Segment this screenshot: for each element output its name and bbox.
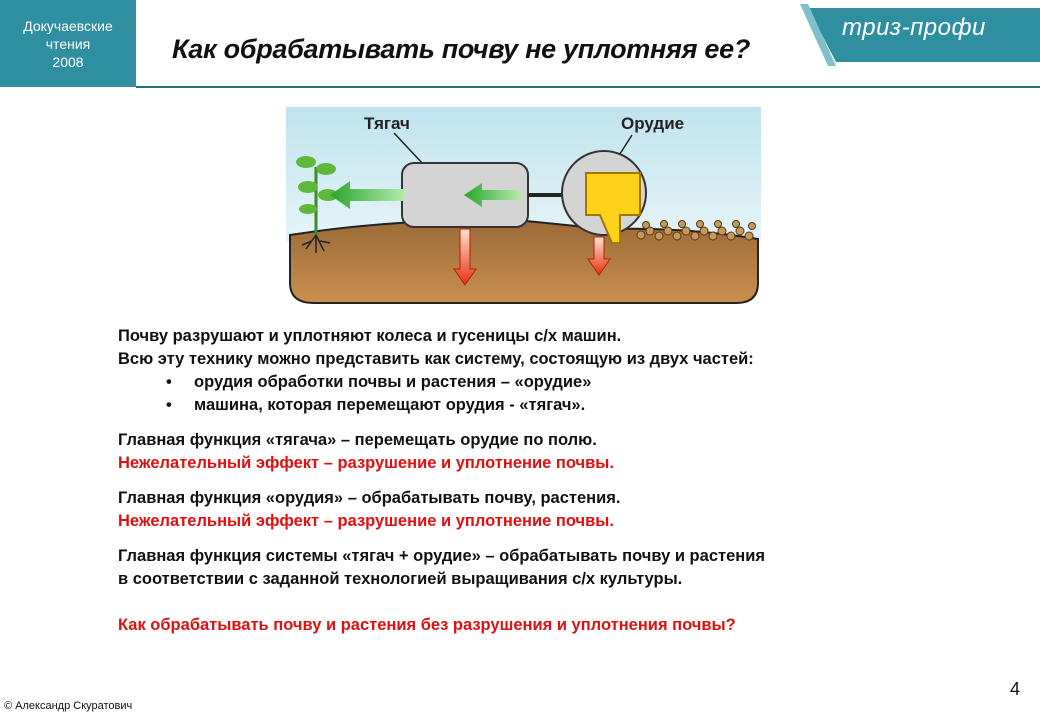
header-divider (136, 86, 1040, 88)
tractor-function: Главная функция «тягача» – перемещать орудие по полю. (118, 431, 597, 449)
conference-year: 2008 (52, 53, 84, 70)
bullet-text: орудия обработки почвы и растения – «орудие» (194, 373, 592, 391)
conference-line-1: Докучаевские (23, 17, 113, 34)
tool-function: Главная функция «орудия» – обрабатывать почву, растения. (118, 489, 621, 507)
intro-line-2: Всю эту технику можно представить как систему, состоящую из двух частей: (118, 350, 754, 368)
bullet-dot-icon: • (166, 373, 172, 391)
label-tractor: Тягач (364, 114, 410, 133)
copyright: © Александр Скуратович (4, 700, 133, 712)
tool-effect: Нежелательный эффект – разрушение и уплотнение почвы. (118, 512, 614, 530)
tractor-effect: Нежелательный эффект – разрушение и уплотнение почвы. (118, 454, 614, 472)
page-number: 4 (1010, 679, 1021, 699)
conference-badge (0, 0, 136, 87)
system-function-2: в соответствии с заданной технологией выращивания с/х культуры. (118, 570, 683, 588)
label-tool: Орудие (621, 114, 685, 133)
conference-line-2: чтения (45, 35, 91, 52)
tractor-tool-diagram (286, 107, 761, 310)
bullet-item (118, 371, 978, 394)
bullet-dot-icon: • (166, 396, 172, 414)
slide-body (118, 325, 978, 637)
bullet-text: машина, которая перемещают орудия - «тягач». (194, 396, 586, 414)
bullet-item (118, 394, 978, 417)
brand-logo: триз-профи (842, 14, 986, 41)
intro-line-1: Почву разрушают и уплотняют колеса и гусеницы с/х машин. (118, 327, 622, 345)
slide-title: Как обрабатывать почву не уплотняя ее? (172, 34, 751, 64)
system-function-1: Главная функция системы «тягач + орудие» – обрабатывать почву и растения (118, 547, 765, 565)
key-question: Как обрабатывать почву и растения без разрушения и уплотнения почвы? (118, 616, 736, 634)
